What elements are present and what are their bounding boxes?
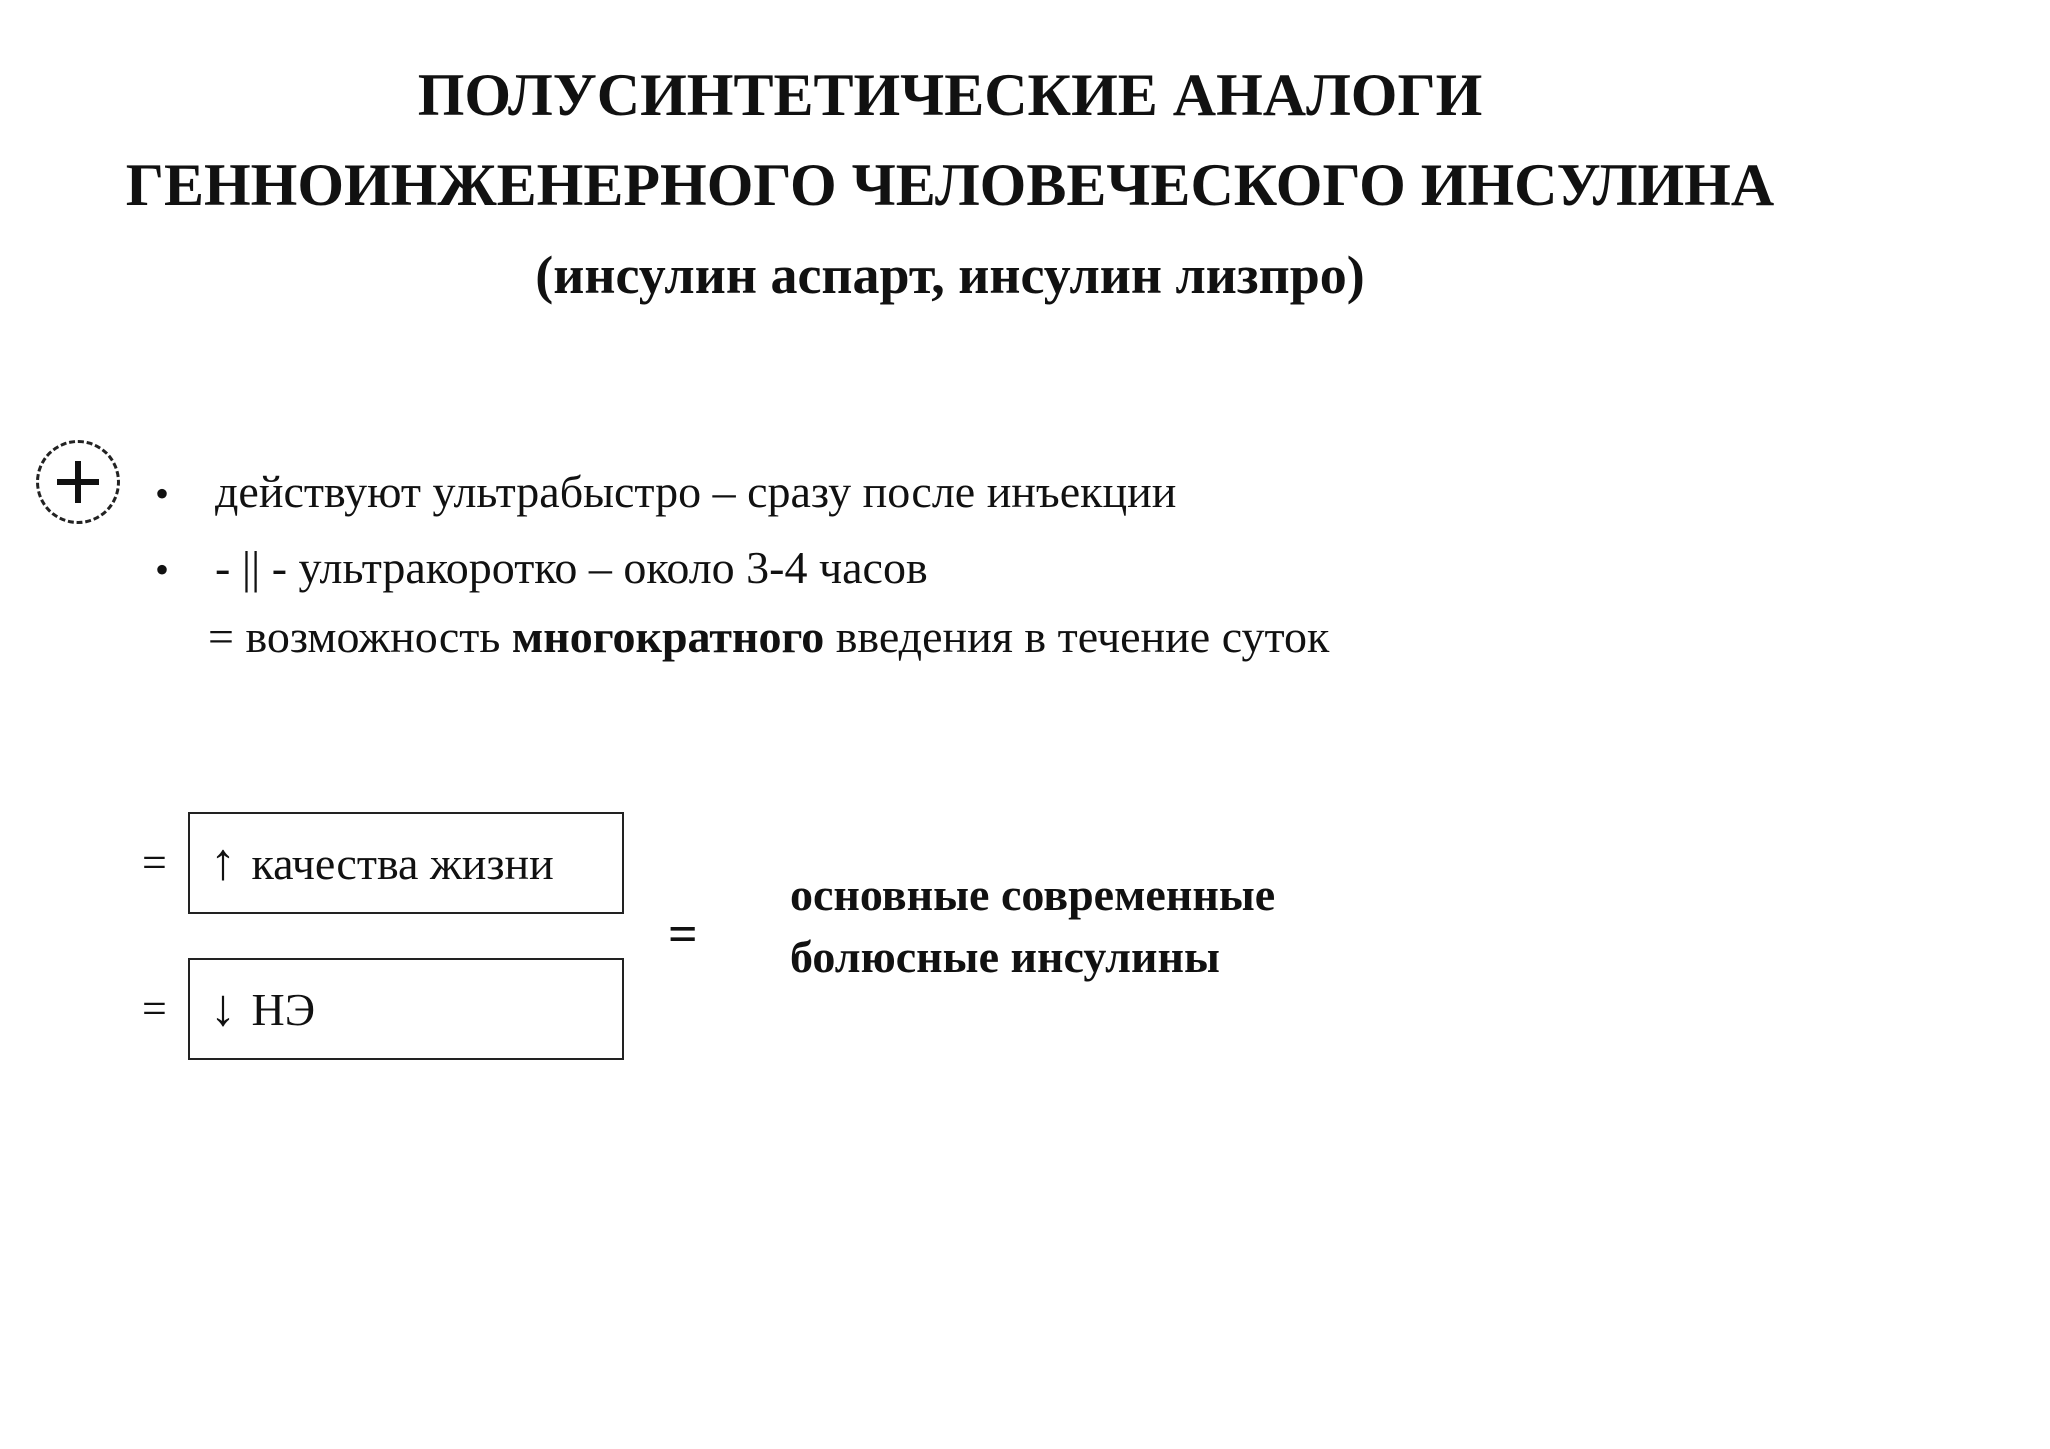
side-effects-text: НЭ	[251, 984, 316, 1035]
quality-of-life-text: качества жизни	[251, 838, 554, 889]
quality-of-life-box	[188, 812, 624, 914]
title-line-1: ПОЛУСИНТЕТИЧЕСКИЕ АНАЛОГИ	[417, 62, 1483, 128]
result-bold: многократного	[511, 611, 825, 662]
bullet-marker: •	[155, 471, 170, 516]
title-line-3: (инсулин аспарт, инсулин лизпро)	[535, 245, 1365, 305]
side-effects-box	[188, 958, 624, 1060]
bullet-item-1	[155, 455, 1176, 531]
title-line-2: ГЕННОИНЖЕНЕРНОГО ЧЕЛОВЕЧЕСКОГО ИНСУЛИНА	[125, 152, 1775, 218]
arrow-down-icon: ↓	[210, 980, 236, 1037]
bullet-text: действуют ультрабыстро – сразу после инъекции	[215, 466, 1177, 517]
slide-title	[0, 50, 1900, 320]
summary-line-2: болюсные инсулины	[790, 931, 1220, 982]
equals-sign-1: =	[142, 838, 167, 887]
bullet-list	[155, 455, 1176, 607]
bullet-text: - || - ультракоротко – около 3-4 часов	[215, 542, 928, 593]
equals-sign-summary: =	[668, 906, 698, 963]
result-line	[208, 600, 1329, 674]
bullet-item-2	[155, 531, 1176, 607]
result-suffix: введения в течение суток	[824, 611, 1330, 662]
plus-circle-icon	[36, 440, 120, 524]
bullet-marker: •	[155, 547, 170, 592]
equals-sign-2: =	[142, 984, 167, 1033]
arrow-up-icon: ↑	[210, 834, 236, 891]
summary-text	[790, 864, 1275, 988]
summary-line-1: основные современные	[790, 869, 1276, 920]
result-prefix: = возможность	[208, 611, 512, 662]
